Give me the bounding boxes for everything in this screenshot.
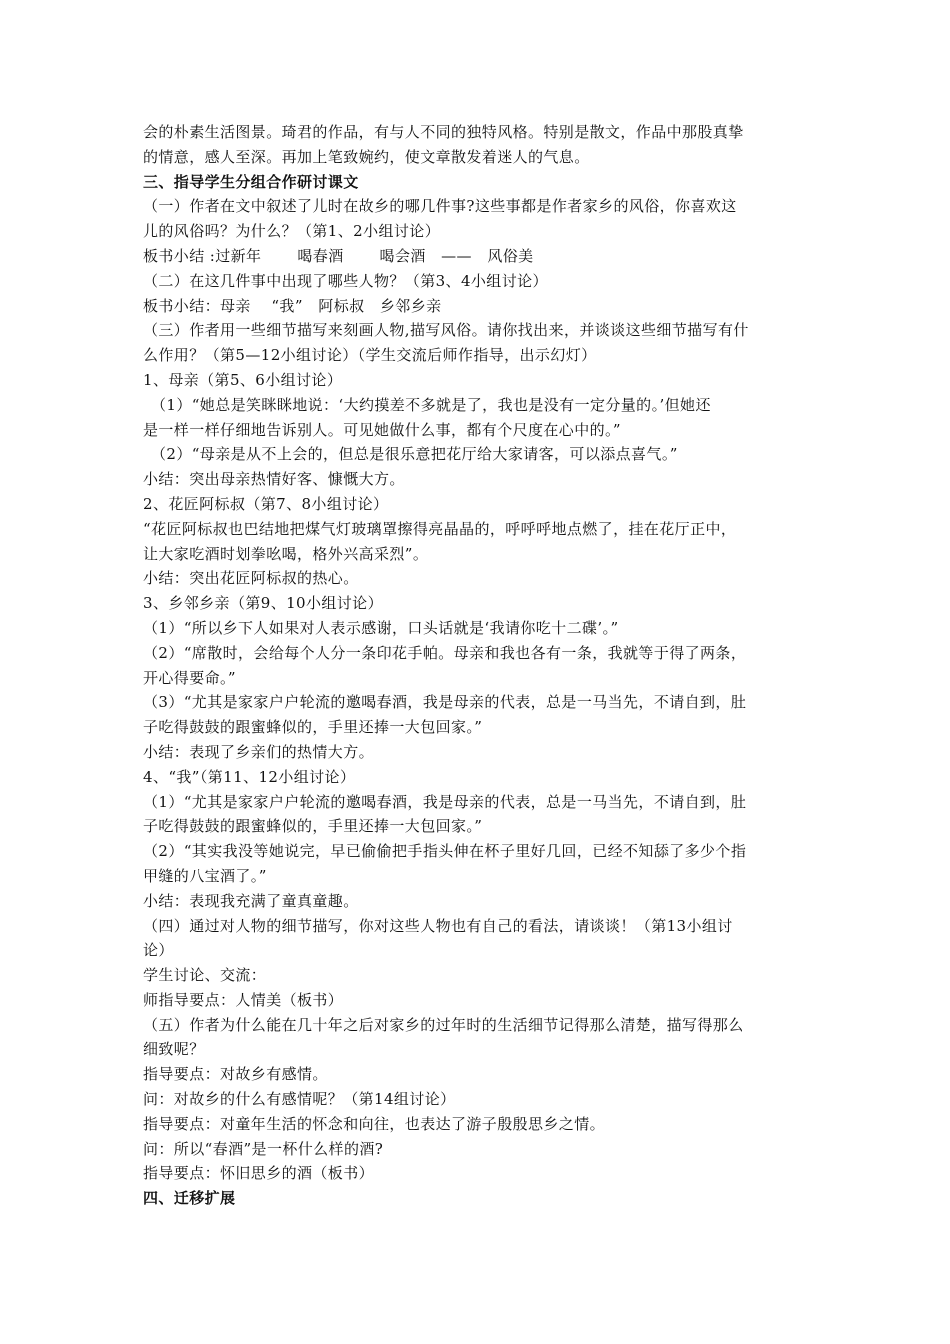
text-line: 细致呢？ <box>143 1040 205 1059</box>
text-line: （1）“她总是笑眯眯地说：‘大约摸差不多就是了，我也是没有一定分量的。’但她还 <box>151 395 711 414</box>
text-line: （2）“席散时，会给每个人分一条印花手帕。母亲和我也各有一条，我就等于得了两条， <box>143 643 747 662</box>
text-line: 指导要点：对童年生活的怀念和向往，也表达了游子殷殷思乡之情。 <box>143 1114 606 1133</box>
text-line: （1）“所以乡下人如果对人表示感谢，口头话就是‘我请你吃十二碟’。” <box>143 618 619 637</box>
text-line: 论） <box>143 941 174 960</box>
text-line: 4、“我”（第11、12小组讨论） <box>143 767 356 786</box>
text-line: （1）“尤其是家家户户轮流的邀喝春酒，我是母亲的代表，总是一马当先，不请自到，肚 <box>143 792 747 811</box>
text-line: 么作用？（第5—12小组讨论）（学生交流后师作指导，出示幻灯） <box>143 346 597 365</box>
text-line: （3）“尤其是家家户户轮流的邀喝春酒，我是母亲的代表，总是一马当先，不请自到，肚 <box>143 693 747 712</box>
text-line: 问：所以“春酒”是一杯什么样的酒? <box>143 1139 384 1158</box>
text-line: 指导要点：对故乡有感情。 <box>143 1065 328 1084</box>
text-line: 小结：突出花匠阿标叔的热心。 <box>143 569 359 588</box>
text-line: 让大家吃酒时划拳吆喝，格外兴高采烈”。 <box>143 544 429 563</box>
text-line: 子吃得鼓鼓的跟蜜蜂似的，手里还捧一大包回家。” <box>143 817 483 836</box>
text-line: （一）作者在文中叙述了儿时在故乡的哪几件事?这些事都是作者家乡的风俗，你喜欢这 <box>143 197 737 216</box>
text-line: 小结：突出母亲热情好客、慷慨大方。 <box>143 470 405 489</box>
text-line: 会的朴素生活图景。琦君的作品，有与人不同的独特风格。特别是散文，作品中那股真挚 <box>143 123 744 141</box>
text-line: （五）作者为什么能在几十年之后对家乡的过年时的生活细节记得那么清楚，描写得那么 <box>143 1015 744 1034</box>
text-line: （四）通过对人物的细节描写，你对这些人物也有自己的看法，请谈谈！（第13小组讨 <box>143 916 733 935</box>
document-page <box>143 120 813 1211</box>
text-line: 师指导要点：人情美（板书） <box>143 990 344 1009</box>
text-line: 问：对故乡的什么有感情呢？（第14组讨论） <box>143 1090 456 1109</box>
text-line: （三）作者用一些细节描写来刻画人物,描写风俗。请你找出来，并谈谈这些细节描写有什 <box>143 321 749 340</box>
text-line: 3、乡邻乡亲（第9、10小组讨论） <box>143 594 383 613</box>
text-line: 小结：表现了乡亲们的热情大方。 <box>143 742 375 761</box>
text-line: “花匠阿标叔也巴结地把煤气灯玻璃罩擦得亮晶晶的，呼呼呼地点燃了，挂在花厅正中， <box>143 519 737 538</box>
section-heading: 三、指导学生分组合作研讨课文 <box>143 172 359 191</box>
text-line: 儿的风俗吗？为什么？（第1、2小组讨论） <box>143 222 441 241</box>
text-line: 子吃得鼓鼓的跟蜜蜂似的，手里还捧一大包回家。” <box>143 718 483 737</box>
text-line: （2）“母亲是从不上会的，但总是很乐意把花厅给大家请客，可以添点喜气。” <box>151 445 678 464</box>
text-line: 开心得要命。” <box>143 668 236 687</box>
text-line: 甲缝的八宝酒了。” <box>143 866 267 885</box>
text-line: 是一样一样仔细地告诉别人。可见她做什么事，都有个尺度在心中的。” <box>143 420 621 439</box>
text-line: 学生讨论、交流： <box>143 966 267 985</box>
section-heading: 四、迁移扩展 <box>143 1189 236 1208</box>
text-line: （二）在这几件事中出现了哪些人物？（第3、4小组讨论） <box>143 271 548 290</box>
text-line: 板书小结：母亲 “我” 阿标叔 乡邻乡亲 <box>143 296 442 315</box>
text-line: （2）“其实我没等她说完，早已偷偷把手指头伸在杯子里好几回，已经不知舔了多少个指 <box>143 842 747 861</box>
text-line: 的情意，感人至深。再加上笔致婉约，使文章散发着迷人的气息。 <box>143 147 590 166</box>
text-line: 小结：表现我充满了童真童趣。 <box>143 891 359 910</box>
text-line: 指导要点：怀旧思乡的酒（板书） <box>143 1164 375 1183</box>
text-line: 板书小结 :过新年 喝春酒 喝会酒 —— 风俗美 <box>143 246 534 265</box>
text-line: 2、花匠阿标叔（第7、8小组讨论） <box>143 494 389 513</box>
text-line: 1、母亲（第5、6小组讨论） <box>143 370 343 389</box>
